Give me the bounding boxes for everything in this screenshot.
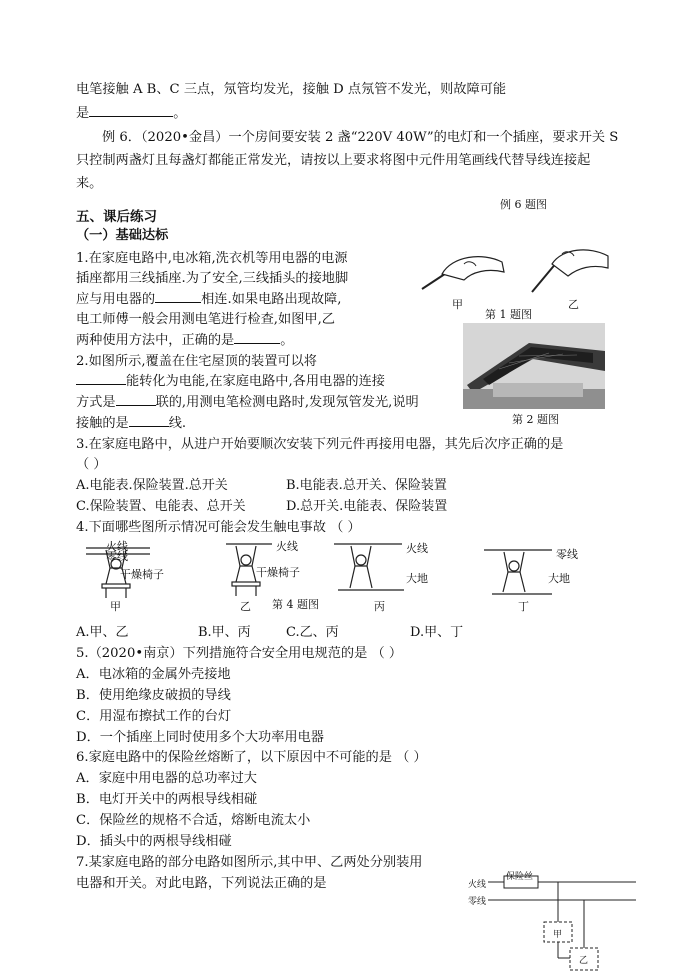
q4-d-zero: 零线 — [556, 548, 578, 561]
q4-b-fire: 火线 — [276, 540, 298, 553]
q6-option-d[interactable]: D．插头中的两根导线相碰 — [76, 834, 232, 849]
q4-label-bing: 丙 — [374, 600, 385, 613]
q2-line-3-pre: 方式是 — [76, 395, 116, 410]
q3-option-d[interactable]: D.总开关.电能表、保险装置 — [286, 499, 448, 514]
q4-caption: 第 4 题图 — [272, 598, 319, 611]
q1-line-1: 1.在家庭电路中,电冰箱,洗衣机等用电器的电源 — [76, 251, 348, 266]
q2-line-4 — [76, 412, 186, 431]
top-line-1: 电笔接触 A B、C 三点，氖管均发光，接触 D 点氖管不发光，则故障可能 — [76, 82, 507, 97]
q4-a-fire: 火线 — [106, 540, 128, 553]
q2-blank-1[interactable] — [76, 372, 126, 385]
q7-line-1: 7.某家庭电路的部分电路如图所示,其中甲、乙两处分别装用 — [76, 855, 423, 870]
q7-label-fire: 火线 — [468, 880, 487, 890]
top-line-2 — [76, 102, 186, 121]
q1-line-3 — [76, 288, 341, 307]
q4-a-chair: 干燥椅子 — [120, 568, 164, 581]
section-subtitle: （一）基础达标 — [76, 228, 169, 243]
q7-label-fuse: 保险丝 — [506, 872, 534, 882]
q7-circuit-figure — [460, 862, 636, 974]
q7-line-2: 电器和开关。对此电路，下列说法正确的是 — [76, 876, 327, 891]
q5-option-b[interactable]: B．使用绝缘皮破损的导线 — [76, 688, 231, 703]
q4-label-ding: 丁 — [518, 600, 529, 613]
q1-line-2: 插座都用三线插座.为了安全,三线插头的接地脚 — [76, 271, 349, 286]
q1-blank-2[interactable] — [234, 331, 280, 344]
q2-line-4-pre: 接触的是 — [76, 416, 129, 431]
top-line-2-post: 。 — [173, 106, 187, 121]
q5-option-c[interactable]: C．用湿布擦拭工作的台灯 — [76, 709, 232, 724]
q4-b-chair: 干燥椅子 — [256, 566, 300, 579]
q2-line-1: 2.如图所示,覆盖在住宅屋顶的装置可以将 — [76, 354, 317, 369]
q1-label-jia: 甲 — [452, 298, 463, 311]
q3-option-a[interactable]: A.电能表.保险装置.总开关 — [76, 478, 228, 493]
ex6-line-3: 来。 — [76, 176, 103, 191]
q4-label-jia: 甲 — [110, 600, 121, 613]
q4-d-ground: 大地 — [548, 572, 570, 585]
q4-c-ground: 大地 — [406, 572, 428, 585]
q5-option-a[interactable]: A．电冰箱的金属外壳接地 — [76, 667, 231, 682]
q6-option-c[interactable]: C．保险丝的规格不合适，熔断电流太小 — [76, 813, 311, 828]
q6-option-a[interactable]: A．家庭中用电器的总功率过大 — [76, 771, 257, 786]
q4-a-zero: 零线 — [106, 550, 128, 563]
q1-line-5-pre: 两种使用方法中，正确的是 — [76, 333, 235, 348]
q4-stem: 4.下面哪些图所示情况可能会发生触电事故 （ ） — [76, 520, 361, 535]
q1-line-3-pre: 应与用电器的 — [76, 292, 156, 307]
q4-c-fire: 火线 — [406, 542, 428, 555]
circuit-diagram-icon — [460, 862, 636, 974]
solar-roof-photo — [463, 323, 605, 409]
q2-blank-2[interactable] — [116, 393, 156, 406]
q1-line-5-post: 。 — [280, 333, 294, 348]
q6-stem: 6.家庭电路中的保险丝熔断了，以下原因中不可能的是 （ ） — [76, 750, 427, 765]
q4-option-b[interactable]: B.甲、丙 — [198, 625, 251, 640]
q2-line-2 — [76, 370, 385, 389]
q5-option-d[interactable]: D．一个插座上同时使用多个大功率用电器 — [76, 730, 324, 745]
q5-stem: 5.（2020•南京）下列措施符合安全用电规范的是 （ ） — [76, 646, 403, 661]
top-line-2-pre: 是 — [76, 106, 90, 121]
q2-caption: 第 2 题图 — [512, 413, 559, 426]
q3-option-b[interactable]: B.电能表.总开关、保险装置 — [286, 478, 447, 493]
q7-label-yi: 乙 — [579, 956, 589, 966]
q3-option-c[interactable]: C.保险装置、电能表、总开关 — [76, 499, 246, 514]
q2-line-4-post: 线. — [168, 416, 187, 431]
q1-line-4: 电工师傅一般会用测电笔进行检查,如图甲,乙 — [76, 312, 335, 327]
solar-panel-icon — [463, 323, 605, 409]
q1-label-yi: 乙 — [568, 298, 579, 311]
ex6-line-1: 例 6．（2020•金昌）一个房间要安装 2 盏“220V 40W”的电灯和一个插座，要求开关 S — [102, 130, 619, 145]
q6-option-b[interactable]: B．电灯开关中的两根导线相碰 — [76, 792, 258, 807]
q3-line-1: 3.在家庭电路中，从进户开始要顺次安装下列元件再接用电器，其先后次序正确的是 — [76, 437, 564, 452]
q4-option-c[interactable]: C.乙、丙 — [286, 625, 339, 640]
q1-line-5 — [76, 329, 293, 348]
q3-line-2: （ ） — [76, 457, 107, 472]
q1-figure — [412, 234, 612, 306]
q2-line-3 — [76, 391, 419, 410]
q2-line-3-post: 联的,用测电笔检测电路时,发现氖管发光,说明 — [155, 395, 419, 410]
q1-blank-1[interactable] — [155, 290, 201, 303]
q2-blank-3[interactable] — [129, 414, 169, 427]
section-title: 五、课后练习 — [76, 209, 157, 225]
q1-line-3-post: 相连.如果电路出现故障, — [201, 292, 342, 307]
ex6-line-2: 只控制两盏灯且每盏灯都能正常发光，请按以上要求将图中元件用笔画线代替导线连接起 — [76, 153, 591, 168]
test-pen-hands-icon — [412, 234, 612, 306]
q4-option-a[interactable]: A.甲、乙 — [76, 625, 129, 640]
answer-blank[interactable] — [89, 104, 173, 117]
q2-line-2-post: 能转化为电能,在家庭电路中,各用电器的连接 — [126, 374, 385, 389]
q1-caption: 第 1 题图 — [485, 308, 532, 321]
q4-label-yi: 乙 — [240, 600, 251, 613]
ex6-caption: 例 6 题图 — [500, 198, 547, 211]
q7-label-jia: 甲 — [553, 930, 563, 940]
q7-label-zero: 零线 — [468, 897, 487, 907]
q4-option-d[interactable]: D.甲、丁 — [410, 625, 464, 640]
